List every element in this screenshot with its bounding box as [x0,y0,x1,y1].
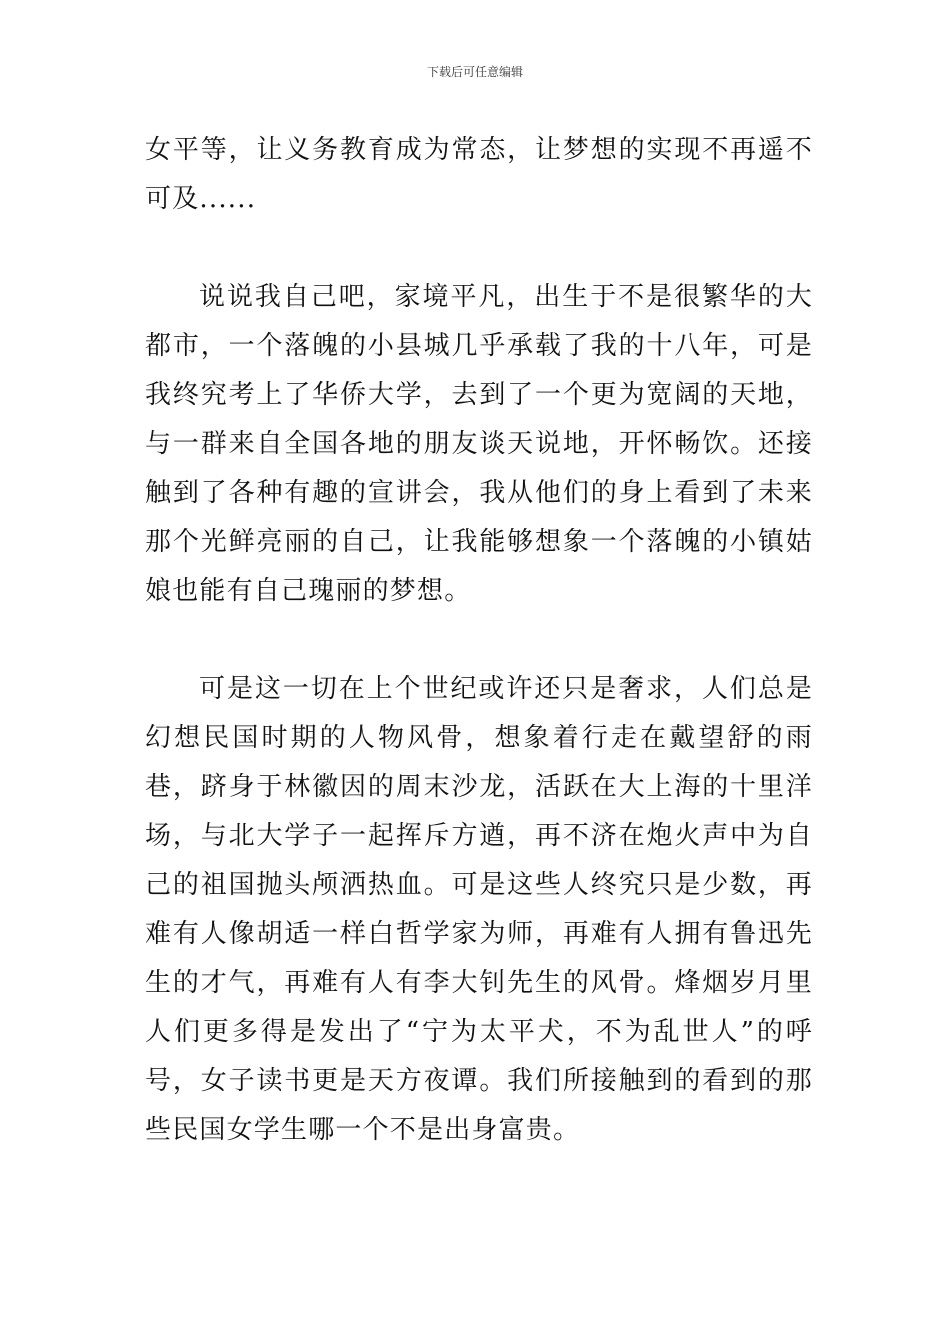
paragraph-republic-era: 可是这一切在上个世纪或许还只是奢求，人们总是幻想民国时期的人物风骨，想象着行走在戴望舒的雨巷，跻身于林徽因的周末沙龙，活跃在大上海的十里洋场，与北大学子一起挥斥方遒，再不济在炮火声中为自己的祖国抛头颅洒热血。可是这些人终究只是少数，再难有人像胡适一样白哲学家为师，再难有人拥有鲁迅先生的才气，再难有人有李大钊先生的风骨。烽烟岁月里人们更多得是发出了“宁为太平犬，不为乱世人”的呼号，女子读书更是天方夜谭。我们所接触到的看到的那些民国女学生哪一个不是出身富贵。 [145,674,813,1145]
paragraph-gap [145,224,813,273]
paragraph-gap [145,616,813,665]
page-header: 下载后可任意编辑 [426,65,523,79]
document-body [145,126,813,1155]
paragraph-self-introduction: 说说我自己吧，家境平凡，出生于不是很繁华的大都市，一个落魄的小县城几乎承载了我的十八年，可是我终究考上了华侨大学，去到了一个更为宽阔的天地，与一群来自全国各地的朋友谈天说地，开怀畅饮。还接触到了各种有趣的宣讲会，我从他们的身上看到了未来那个光鲜亮丽的自己，让我能够想象一个落魄的小镇姑娘也能有自己瑰丽的梦想。 [145,282,813,606]
paragraph-continuation: 女平等，让义务教育成为常态，让梦想的实现不再遥不可及...... [145,135,813,214]
